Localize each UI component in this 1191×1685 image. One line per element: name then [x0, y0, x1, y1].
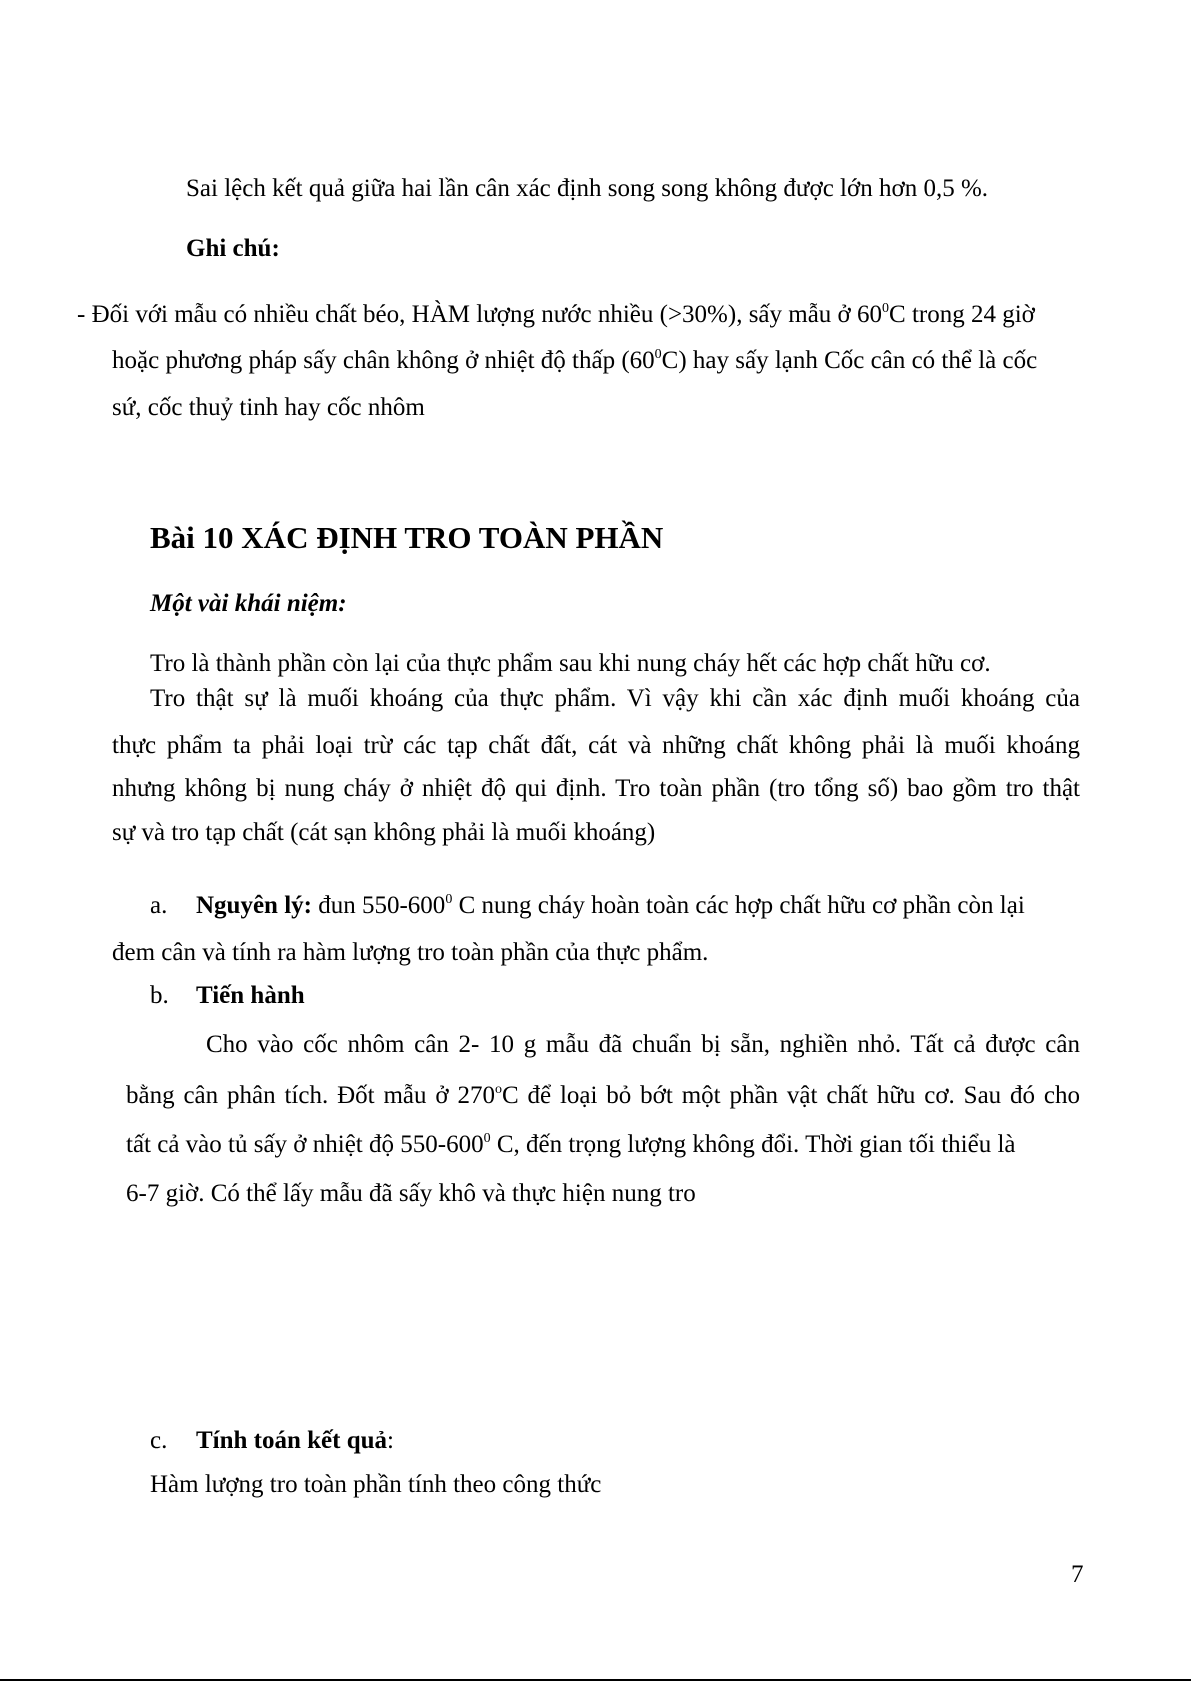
concept-line-5: sự và tro tạp chất (cát sạn không phải là muối khoáng)	[112, 819, 656, 846]
section-b-line-3: tất cả vào tủ sấy ở nhiệt độ $550-600^0$ C, đến trọng lượng không đổi. Thời gian tối thiểu là	[126, 1131, 1016, 1158]
note-line-3: sứ, cốc thuỷ tinh hay cốc nhôm	[112, 394, 425, 421]
concept-line-3: thực phẩm ta phải loại trừ các tạp chất đất, cát và những chất không phải là muối khoáng	[112, 732, 1080, 759]
page-number: 7	[1071, 1561, 1084, 1588]
deviation-text: Sai lệch kết quả giữa hai lần cân xác định song song không được lớn hơn 0,5 %.	[186, 175, 989, 202]
note-line-1: - Đối với mẫu có nhiều chất béo, HÀM lượng nước nhiều (>30%), sấy mẫu ở $60^0C$ trong 24 giờ	[77, 301, 1035, 328]
section-b-line-2: bằng cân phân tích. Đốt mẫu ở 270$^o$C để loại bỏ bớt một phần vật chất hữu cơ. Sau đó cho	[126, 1082, 1081, 1109]
section-b-marker: b.	[150, 982, 169, 1009]
section-b-label: Tiến hành	[196, 982, 305, 1009]
concept-line-4: nhưng không bị nung cháy ở nhiệt độ qui định. Tro toàn phần (tro tổng số) bao gồm tro thật	[112, 775, 1080, 802]
footer-rule	[0, 1679, 1191, 1681]
section-c-label: Tính toán kết quả:	[196, 1427, 394, 1454]
section-c-line-1: Hàm lượng tro toàn phần tính theo công thức	[150, 1471, 602, 1498]
note-title: Ghi chú:	[186, 235, 280, 262]
section-c-marker: c.	[150, 1427, 168, 1454]
section-a-label: Nguyên lý:	[196, 892, 312, 919]
section-a-line-1: Nguyên lý: đun $550-600^0$ C nung cháy hoàn toàn các hợp chất hữu cơ phần còn lại	[196, 892, 1025, 919]
section-a-line-2: đem cân và tính ra hàm lượng tro toàn phần của thực phẩm.	[112, 939, 709, 966]
concepts-title: Một vài khái niệm:	[150, 590, 347, 617]
lesson-title: Bài 10 XÁC ĐỊNH TRO TOÀN PHẦN	[150, 520, 664, 555]
section-a-marker: a.	[150, 892, 168, 919]
section-b-line-1: Cho vào cốc nhôm cân 2- 10 g mẫu đã chuẩn bị sẵn, nghiền nhỏ. Tất cả được cân	[206, 1031, 1080, 1058]
concept-line-2: Tro thật sự là muối khoáng của thực phẩm. Vì vậy khi cần xác định muối khoáng của	[150, 685, 1080, 712]
section-b-line-4: 6-7 giờ. Có thể lấy mẫu đã sấy khô và thực hiện nung tro	[126, 1180, 696, 1207]
note-line-2: hoặc phương pháp sấy chân không ở nhiệt độ thấp $(60^0C)$ hay sấy lạnh Cốc cân có thể là cốc	[112, 347, 1038, 374]
concept-line-1: Tro là thành phần còn lại của thực phẩm sau khi nung cháy hết các hợp chất hữu cơ.	[150, 650, 991, 677]
